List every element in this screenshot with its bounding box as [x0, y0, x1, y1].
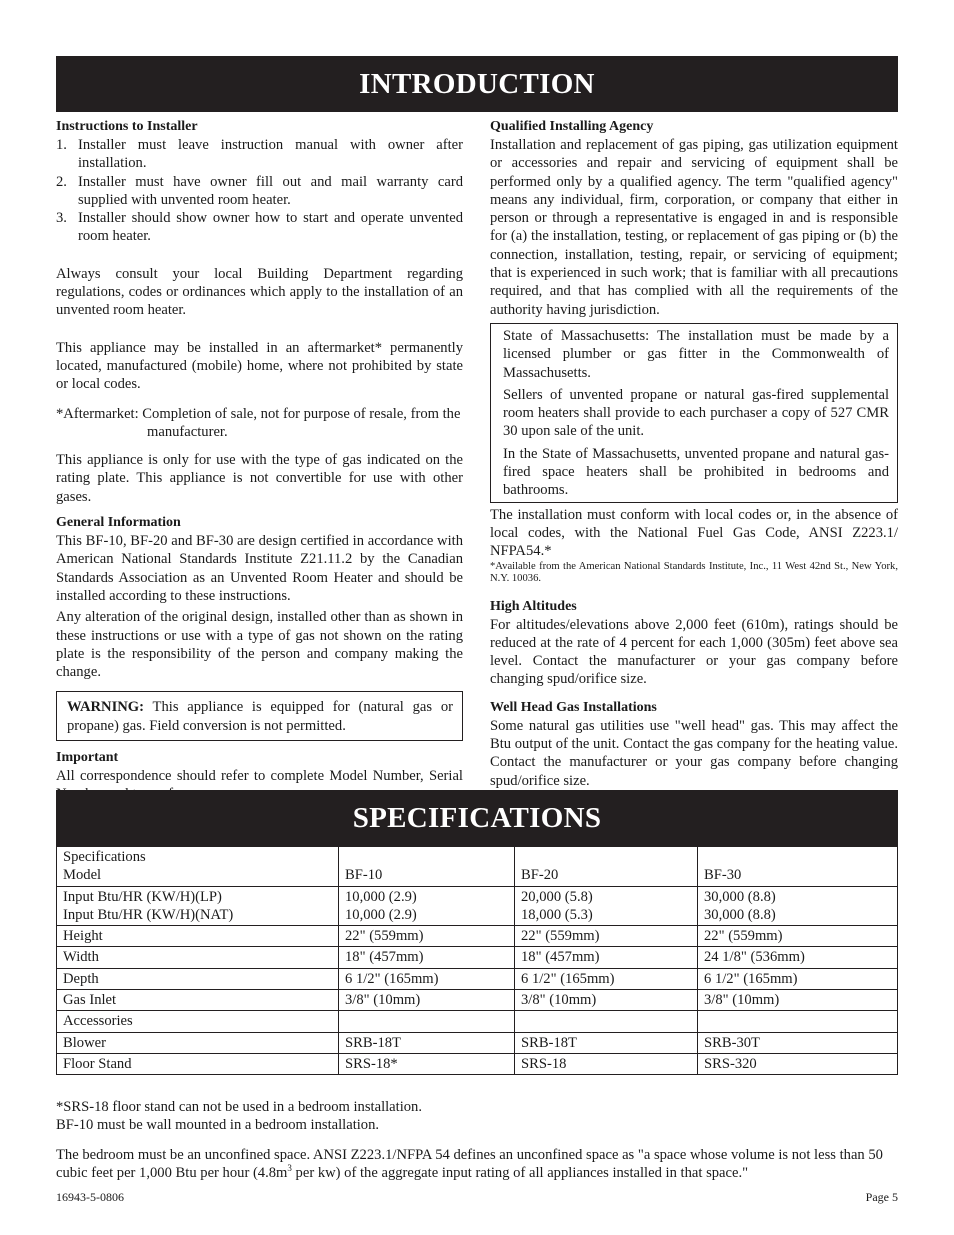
spec-value-cell [339, 847, 515, 887]
installer-instructions-list [56, 136, 463, 246]
spec-value-cell [515, 1032, 698, 1053]
cell-line: Specifications [63, 849, 146, 865]
spec-value-cell [515, 990, 698, 1011]
cell-line: 18" (457mm) [521, 949, 600, 966]
cell-line: 24 1/8" (536mm) [704, 949, 805, 966]
floor-stand-note: *SRS-18 floor stand can not be used in a bedroom installation. [56, 1099, 423, 1115]
spec-value-cell [698, 1032, 898, 1053]
cell-line: 22" (559mm) [521, 928, 600, 945]
spec-label-cell [57, 947, 339, 968]
list-item: 3. Installer should show owner how to start and operate unvented room heater. [56, 210, 463, 245]
spec-value-cell [339, 990, 515, 1011]
introduction-title: INTRODUCTION [359, 68, 595, 100]
cell-line [345, 1012, 508, 1030]
high-altitudes-heading: High Altitudes [490, 598, 577, 614]
spec-value-cell [515, 847, 698, 887]
massachusetts-notice: In the State of Massachusetts, unvented propane and natural gas-fired space heaters shall be prohibited in bedrooms and bathrooms. [503, 445, 889, 499]
cell-line: 6 1/2" (165mm) [704, 970, 798, 987]
cell-line: 10,000 (2.9) [345, 888, 417, 905]
cell-line: Gas Inlet [63, 992, 117, 1009]
spec-value-cell [698, 926, 898, 947]
cell-line: SRB-30T [704, 1034, 760, 1051]
cell-line: SRB-18T [345, 1034, 401, 1051]
spec-label-cell [57, 1011, 339, 1032]
warning-label: WARNING: [67, 699, 145, 716]
table-row [57, 947, 898, 968]
important-paragraph: All correspondence should refer to complete Model Number, Serial [56, 768, 463, 785]
gas-type-paragraph: This appliance is only for use with the type of gas indicated on the rating plate. This appliance is not convertible for use with other gases. [56, 452, 463, 505]
cell-line: 18" (457mm) [345, 949, 424, 966]
cell-line: 22" (559mm) [345, 928, 424, 945]
cell-line: 3/8" (10mm) [704, 992, 780, 1009]
cell-line: BF-10 [345, 867, 383, 884]
table-row [57, 1011, 898, 1032]
qualified-agency-paragraph: Installation and replacement of gas piping, gas utilization equipment or accessories and repair and servicing of equipment shall be performed only by a qualified agency. The term "qualified agency" means any individual, firm, corporation, or company that either in person or through a representative is engaged in and is responsible for (a) the installation, testing, or replacement of gas piping or (b) the connection, installation, testing, repair, or servicing of equipment; that is experienced in such work; that is familiar with all precautions required, and that has complied with all the requirements of the authority having jurisdiction. [490, 137, 898, 318]
spec-label-cell [57, 1053, 339, 1074]
table-row [57, 1032, 898, 1053]
cell-line: 3/8" (10mm) [521, 992, 597, 1009]
cell-line: Floor Stand [63, 1055, 132, 1072]
spec-value-cell [339, 886, 515, 926]
spec-value-cell [698, 1053, 898, 1074]
cell-line: 3/8" (10mm) [345, 992, 421, 1009]
well-head-heading: Well Head Gas Installations [490, 699, 657, 715]
spec-label-cell [57, 968, 339, 989]
cell-line: 6 1/2" (165mm) [345, 970, 439, 987]
spec-value-cell [339, 968, 515, 989]
cell-line: 10,000 (2.9) [345, 906, 417, 923]
cell-line: 18,000 (5.3) [521, 906, 593, 923]
cell-line: 6 1/2" (165mm) [521, 970, 615, 987]
cell-line: 20,000 (5.8) [521, 888, 593, 905]
spec-value-cell [698, 968, 898, 989]
specification-notes [56, 1098, 898, 1182]
aftermarket-paragraph: This appliance may be installed in an aftermarket* permanently located, manufactured (mobile) home, where not prohibited by state or local codes. [56, 339, 463, 393]
document-number: 16943-5-0806 [56, 1190, 124, 1204]
cell-line: Model [63, 867, 102, 884]
spec-value-cell [698, 847, 898, 887]
spec-value-cell [339, 926, 515, 947]
massachusetts-notice: Sellers of unvented propane or natural gas-fired supplemental room heaters shall provide to each purchaser a copy of 527 CMR 30 upon sale of the unit. [503, 386, 889, 440]
high-altitudes-paragraph: For altitudes/elevations above 2,000 feet (610m), ratings should be reduced at the rate of 4 percent for each 1,000 (305m) feet above sea level. Contact the manufacturer or your gas company before changing spud/orifice size. [490, 616, 898, 688]
spec-value-cell [515, 886, 698, 926]
cell-line: 30,000 (8.8) [704, 888, 776, 905]
cell-line: BF-20 [521, 867, 559, 884]
spec-label-cell [57, 990, 339, 1011]
installer-heading: Instructions to Installer [56, 119, 198, 134]
massachusetts-notice: State of Massachusetts: The installation must be made by a licensed plumber or gas fitter in the Commonwealth of Massachusetts. [503, 327, 889, 381]
cell-line: Width [63, 949, 99, 966]
cell-line [521, 1012, 691, 1030]
ansi-address-note: *Available from the American National Standards Institute, Inc., 11 West 42nd St., New York, N.Y. 10036. [490, 560, 898, 585]
spec-label-cell [57, 926, 339, 947]
spec-value-cell [515, 1053, 698, 1074]
spec-value-cell [515, 968, 698, 989]
general-information-heading: General Information [56, 515, 181, 531]
spec-label-cell [57, 1032, 339, 1053]
table-row [57, 847, 898, 887]
table-row [57, 968, 898, 989]
important-heading: Important [56, 750, 119, 766]
introduction-left-column [56, 118, 463, 804]
well-head-paragraph: Some natural gas utilities use "well head" gas. This may affect the Btu output of the unit. Contact the gas company for the heating value. Contact the manufacturer or your gas company before changing spud/orifice size. [490, 717, 898, 789]
massachusetts-notice-box [490, 323, 898, 503]
cell-line: Input Btu/HR (KW/H)(LP) [63, 888, 222, 905]
cell-line: Depth [63, 970, 99, 987]
table-row [57, 1053, 898, 1074]
page-number: Page 5 [865, 1190, 898, 1204]
wall-mount-note: BF-10 must be wall mounted in a bedroom installation. [56, 1117, 380, 1134]
consult-paragraph: Always consult your local Building Department regarding regulations, codes or ordinances which apply to the installation of an unvented room heater. [56, 265, 463, 319]
spec-value-cell [515, 1011, 698, 1032]
qualified-agency-heading: Qualified Installing Agency [490, 119, 654, 134]
spec-value-cell [339, 1053, 515, 1074]
spec-value-cell [698, 886, 898, 926]
specifications-table [56, 846, 898, 1075]
codes-paragraph: The installation must conform with local codes or, in the absence of local codes, with the National Fuel Gas Code, ANSI Z223.1/ NFPA54.* [490, 506, 898, 560]
cell-line: Height [63, 928, 103, 945]
table-row [57, 926, 898, 947]
spec-label-cell [57, 886, 339, 926]
spec-value-cell [515, 947, 698, 968]
spec-value-cell [339, 1032, 515, 1053]
list-item: 1. Installer must leave instruction manual with owner after installation. [56, 137, 463, 172]
spec-value-cell [698, 1011, 898, 1032]
spec-value-cell [698, 990, 898, 1011]
introduction-right-column [490, 118, 898, 790]
cell-line: SRS-18 [521, 1055, 567, 1072]
introduction-banner [56, 56, 898, 112]
alteration-paragraph: Any alteration of the original design, installed other than as shown in these instructions or use with a type of gas not shown on the rating plate is the responsibility of the person and company making the change. [56, 609, 463, 681]
table-row [57, 990, 898, 1011]
general-information-paragraph: This BF-10, BF-20 and BF-30 are design certified in accordance with American National Standards Institute Z21.11.2 by the Canadian Standards Association as an Unvented Room Heater and should be installed according to these instructions. [56, 533, 463, 604]
specifications-banner [56, 790, 898, 846]
cell-line: 22" (559mm) [704, 928, 783, 945]
cell-line: BF-30 [704, 867, 742, 884]
spec-value-cell [339, 947, 515, 968]
spec-label-cell [57, 847, 339, 887]
aftermarket-definition: *Aftermarket: Completion of sale, not for purpose of resale, from the manufacturer. [56, 405, 461, 440]
warning-text: This appliance is equipped for (natural gas or propane) gas. Field conversion is not permitted. [67, 699, 453, 734]
spec-value-cell [515, 926, 698, 947]
spec-value-cell [698, 947, 898, 968]
spec-value-cell [339, 1011, 515, 1032]
cell-line: Accessories [63, 1013, 133, 1030]
cell-line: 30,000 (8.8) [704, 906, 776, 923]
cell-line [704, 1012, 891, 1030]
warning-box [56, 691, 463, 741]
cell-line: SRS-18* [345, 1055, 398, 1072]
table-row [57, 886, 898, 926]
list-item: 2. Installer must have owner fill out and mail warranty card supplied with unvented room heater. [56, 173, 463, 208]
bedroom-paragraph: The bedroom must be an unconfined space. ANSI Z223.1/NFPA 54 defines an unconfined space as "a space whose volume is not less than 50 cubic feet per 1,000 Btu per hour ($4.8m^3$ per kw) of the aggregate input rating of all appliances installed in that space." [56, 1146, 883, 1181]
cell-line: Blower [63, 1034, 106, 1051]
cell-line: SRS-320 [704, 1055, 757, 1072]
cell-line: SRB-18T [521, 1034, 577, 1051]
specifications-title: SPECIFICATIONS [352, 802, 602, 834]
cell-line: Input Btu/HR (KW/H)(NAT) [63, 906, 234, 923]
